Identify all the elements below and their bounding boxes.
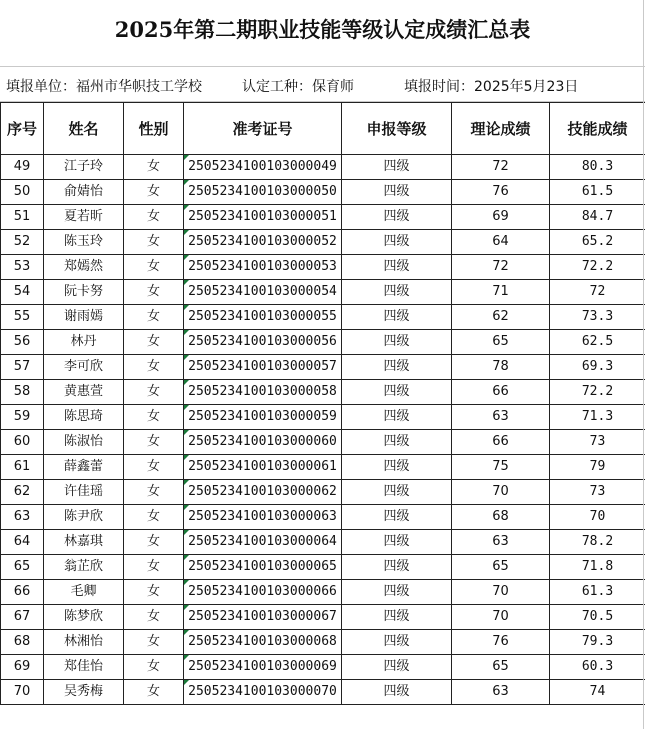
cell-gender[interactable]: 女 (124, 630, 184, 655)
cell-skill[interactable]: 78.2 (550, 530, 645, 555)
cell-exam-id[interactable]: 2505234100103000070 (184, 680, 342, 705)
cell-gender[interactable]: 女 (124, 555, 184, 580)
table-row (1, 680, 645, 705)
info-row (0, 67, 645, 102)
cell-level[interactable]: 四级 (342, 280, 452, 305)
header-gender[interactable]: 性别 (124, 103, 184, 155)
cell-name[interactable]: 陈淑怡 (44, 430, 124, 455)
cell-gender[interactable]: 女 (124, 255, 184, 280)
cell-gender[interactable]: 女 (124, 230, 184, 255)
cell-theory[interactable]: 78 (452, 355, 550, 380)
cell-skill[interactable]: 60.3 (550, 655, 645, 680)
cell-name[interactable]: 谢雨嫣 (44, 305, 124, 330)
cell-skill[interactable]: 72.2 (550, 380, 645, 405)
cell-theory[interactable]: 72 (452, 255, 550, 280)
cell-name[interactable]: 俞婧怡 (44, 180, 124, 205)
cell-level[interactable]: 四级 (342, 180, 452, 205)
table-row (1, 655, 645, 680)
cell-theory[interactable]: 63 (452, 680, 550, 705)
cell-gender[interactable]: 女 (124, 305, 184, 330)
scores-table (0, 102, 645, 705)
cell-level[interactable]: 四级 (342, 605, 452, 630)
cell-skill[interactable]: 72.2 (550, 255, 645, 280)
cell-theory[interactable]: 70 (452, 605, 550, 630)
sheet-edge-line (643, 0, 644, 729)
table-row (1, 530, 645, 555)
cell-name[interactable]: 李可欣 (44, 355, 124, 380)
table-row (1, 605, 645, 630)
cell-skill[interactable]: 79 (550, 455, 645, 480)
cell-name[interactable]: 陈尹欣 (44, 505, 124, 530)
cell-name[interactable]: 林丹 (44, 330, 124, 355)
cell-theory[interactable]: 65 (452, 555, 550, 580)
cell-level[interactable]: 四级 (342, 530, 452, 555)
cell-skill[interactable]: 62.5 (550, 330, 645, 355)
cell-exam-id[interactable]: 2505234100103000060 (184, 430, 342, 455)
cell-no[interactable]: 56 (1, 330, 44, 355)
cell-exam-id[interactable]: 2505234100103000064 (184, 530, 342, 555)
cell-level[interactable]: 四级 (342, 680, 452, 705)
cell-gender[interactable]: 女 (124, 680, 184, 705)
title-row (0, 0, 645, 67)
cell-gender[interactable]: 女 (124, 405, 184, 430)
cell-no[interactable]: 52 (1, 230, 44, 255)
cell-gender[interactable]: 女 (124, 430, 184, 455)
cell-skill[interactable]: 73 (550, 480, 645, 505)
cell-gender[interactable]: 女 (124, 330, 184, 355)
cell-no[interactable]: 59 (1, 405, 44, 430)
cell-skill[interactable]: 74 (550, 680, 645, 705)
cell-exam-id[interactable]: 2505234100103000057 (184, 355, 342, 380)
cell-name[interactable]: 许佳瑶 (44, 480, 124, 505)
cell-gender[interactable]: 女 (124, 480, 184, 505)
cell-no[interactable]: 66 (1, 580, 44, 605)
cell-no[interactable]: 49 (1, 155, 44, 180)
cell-skill[interactable]: 73 (550, 430, 645, 455)
cell-no[interactable]: 64 (1, 530, 44, 555)
cell-theory[interactable]: 76 (452, 180, 550, 205)
cell-theory[interactable]: 63 (452, 405, 550, 430)
cell-exam-id[interactable]: 2505234100103000066 (184, 580, 342, 605)
header-theory[interactable]: 理论成绩 (452, 103, 550, 155)
cell-gender[interactable]: 女 (124, 155, 184, 180)
cell-name[interactable]: 陈梦欣 (44, 605, 124, 630)
cell-theory[interactable]: 76 (452, 630, 550, 655)
cell-theory[interactable]: 66 (452, 430, 550, 455)
cell-exam-id[interactable]: 2505234100103000067 (184, 605, 342, 630)
cell-level[interactable]: 四级 (342, 655, 452, 680)
cell-no[interactable]: 58 (1, 380, 44, 405)
cell-gender[interactable]: 女 (124, 530, 184, 555)
fill-unit: 填报单位：福州市华帜技工学校 (6, 79, 202, 95)
cell-exam-id[interactable]: 2505234100103000058 (184, 380, 342, 405)
cell-no[interactable]: 67 (1, 605, 44, 630)
cell-name[interactable]: 林嘉琪 (44, 530, 124, 555)
cell-level[interactable]: 四级 (342, 255, 452, 280)
cell-level[interactable]: 四级 (342, 430, 452, 455)
table-row (1, 205, 645, 230)
cell-no[interactable]: 54 (1, 280, 44, 305)
table-row (1, 230, 645, 255)
cell-gender[interactable]: 女 (124, 180, 184, 205)
cell-no[interactable]: 51 (1, 205, 44, 230)
cell-gender[interactable]: 女 (124, 380, 184, 405)
cell-exam-id[interactable]: 2505234100103000056 (184, 330, 342, 355)
table-row (1, 280, 645, 305)
cell-exam-id[interactable]: 2505234100103000052 (184, 230, 342, 255)
cell-skill[interactable]: 69.3 (550, 355, 645, 380)
header-skill[interactable]: 技能成绩 (550, 103, 645, 155)
cell-name[interactable]: 阮卡努 (44, 280, 124, 305)
cell-exam-id[interactable]: 2505234100103000054 (184, 280, 342, 305)
cell-skill[interactable]: 71.3 (550, 405, 645, 430)
cell-no[interactable]: 63 (1, 505, 44, 530)
cell-skill[interactable]: 73.3 (550, 305, 645, 330)
table-row (1, 355, 645, 380)
cell-exam-id[interactable]: 2505234100103000049 (184, 155, 342, 180)
cell-no[interactable]: 50 (1, 180, 44, 205)
table-row (1, 380, 645, 405)
cell-exam-id[interactable]: 2505234100103000061 (184, 455, 342, 480)
fill-time: 填报时间：2025年5月23日 (404, 79, 579, 95)
cell-level[interactable]: 四级 (342, 455, 452, 480)
cell-skill[interactable]: 71.8 (550, 555, 645, 580)
table-row (1, 630, 645, 655)
cell-exam-id[interactable]: 2505234100103000062 (184, 480, 342, 505)
cell-theory[interactable]: 62 (452, 305, 550, 330)
cell-exam-id[interactable]: 2505234100103000051 (184, 205, 342, 230)
cell-exam-id[interactable]: 2505234100103000055 (184, 305, 342, 330)
header-name[interactable]: 姓名 (44, 103, 124, 155)
cell-name[interactable]: 翁芷欣 (44, 555, 124, 580)
cell-skill[interactable]: 61.3 (550, 580, 645, 605)
certified-trade: 认定工种：保育师 (242, 79, 354, 95)
cell-name[interactable]: 林湘怡 (44, 630, 124, 655)
cell-theory[interactable]: 71 (452, 280, 550, 305)
header-level[interactable]: 申报等级 (342, 103, 452, 155)
cell-exam-id[interactable]: 2505234100103000065 (184, 555, 342, 580)
cell-gender[interactable]: 女 (124, 580, 184, 605)
cell-theory[interactable]: 72 (452, 155, 550, 180)
cell-theory[interactable]: 66 (452, 380, 550, 405)
cell-name[interactable]: 陈玉玲 (44, 230, 124, 255)
cell-theory[interactable]: 70 (452, 480, 550, 505)
cell-level[interactable]: 四级 (342, 155, 452, 180)
cell-no[interactable]: 57 (1, 355, 44, 380)
cell-gender[interactable]: 女 (124, 605, 184, 630)
cell-exam-id[interactable]: 2505234100103000059 (184, 405, 342, 430)
cell-gender[interactable]: 女 (124, 455, 184, 480)
header-row (1, 103, 645, 155)
table-row (1, 305, 645, 330)
cell-level[interactable]: 四级 (342, 630, 452, 655)
cell-skill[interactable]: 72 (550, 280, 645, 305)
table-row (1, 155, 645, 180)
cell-no[interactable]: 69 (1, 655, 44, 680)
cell-theory[interactable]: 65 (452, 330, 550, 355)
cell-skill[interactable]: 70.5 (550, 605, 645, 630)
sheet-title: 2025年第二期职业技能等级认定成绩汇总表 (114, 17, 531, 42)
cell-level[interactable]: 四级 (342, 505, 452, 530)
cell-no[interactable]: 60 (1, 430, 44, 455)
cell-exam-id[interactable]: 2505234100103000068 (184, 630, 342, 655)
cell-exam-id[interactable]: 2505234100103000050 (184, 180, 342, 205)
cell-no[interactable]: 53 (1, 255, 44, 280)
cell-no[interactable]: 62 (1, 480, 44, 505)
cell-skill[interactable]: 80.3 (550, 155, 645, 180)
table-row (1, 555, 645, 580)
cell-exam-id[interactable]: 2505234100103000063 (184, 505, 342, 530)
cell-theory[interactable]: 64 (452, 230, 550, 255)
cell-gender[interactable]: 女 (124, 505, 184, 530)
cell-name[interactable]: 吴秀梅 (44, 680, 124, 705)
cell-level[interactable]: 四级 (342, 355, 452, 380)
cell-level[interactable]: 四级 (342, 555, 452, 580)
cell-no[interactable]: 68 (1, 630, 44, 655)
table-row (1, 580, 645, 605)
cell-skill[interactable]: 65.2 (550, 230, 645, 255)
cell-theory[interactable]: 75 (452, 455, 550, 480)
cell-level[interactable]: 四级 (342, 230, 452, 255)
header-exam-id[interactable]: 准考证号 (184, 103, 342, 155)
header-no[interactable]: 序号 (1, 103, 44, 155)
cell-skill[interactable]: 84.7 (550, 205, 645, 230)
table-row (1, 255, 645, 280)
cell-theory[interactable]: 70 (452, 580, 550, 605)
cell-name[interactable]: 薛鑫蕾 (44, 455, 124, 480)
cell-name[interactable]: 郑嫣然 (44, 255, 124, 280)
cell-theory[interactable]: 69 (452, 205, 550, 230)
cell-level[interactable]: 四级 (342, 405, 452, 430)
cell-name[interactable]: 毛卿 (44, 580, 124, 605)
table-row (1, 455, 645, 480)
cell-level[interactable]: 四级 (342, 480, 452, 505)
cell-name[interactable]: 黄惠萱 (44, 380, 124, 405)
cell-no[interactable]: 55 (1, 305, 44, 330)
table-row (1, 180, 645, 205)
cell-name[interactable]: 江子玲 (44, 155, 124, 180)
cell-gender[interactable]: 女 (124, 655, 184, 680)
cell-theory[interactable]: 65 (452, 655, 550, 680)
cell-theory[interactable]: 68 (452, 505, 550, 530)
cell-gender[interactable]: 女 (124, 205, 184, 230)
cell-gender[interactable]: 女 (124, 280, 184, 305)
cell-name[interactable]: 郑佳怡 (44, 655, 124, 680)
table-row (1, 430, 645, 455)
cell-level[interactable]: 四级 (342, 580, 452, 605)
table-row (1, 405, 645, 430)
cell-level[interactable]: 四级 (342, 330, 452, 355)
cell-no[interactable]: 61 (1, 455, 44, 480)
cell-no[interactable]: 65 (1, 555, 44, 580)
cell-name[interactable]: 陈思琦 (44, 405, 124, 430)
table-row (1, 480, 645, 505)
cell-exam-id[interactable]: 2505234100103000053 (184, 255, 342, 280)
cell-theory[interactable]: 63 (452, 530, 550, 555)
cell-skill[interactable]: 70 (550, 505, 645, 530)
cell-no[interactable]: 70 (1, 680, 44, 705)
cell-gender[interactable]: 女 (124, 355, 184, 380)
cell-level[interactable]: 四级 (342, 205, 452, 230)
cell-level[interactable]: 四级 (342, 305, 452, 330)
cell-skill[interactable]: 79.3 (550, 630, 645, 655)
table-row (1, 330, 645, 355)
table-row (1, 505, 645, 530)
cell-skill[interactable]: 61.5 (550, 180, 645, 205)
cell-name[interactable]: 夏若昕 (44, 205, 124, 230)
cell-level[interactable]: 四级 (342, 380, 452, 405)
cell-exam-id[interactable]: 2505234100103000069 (184, 655, 342, 680)
